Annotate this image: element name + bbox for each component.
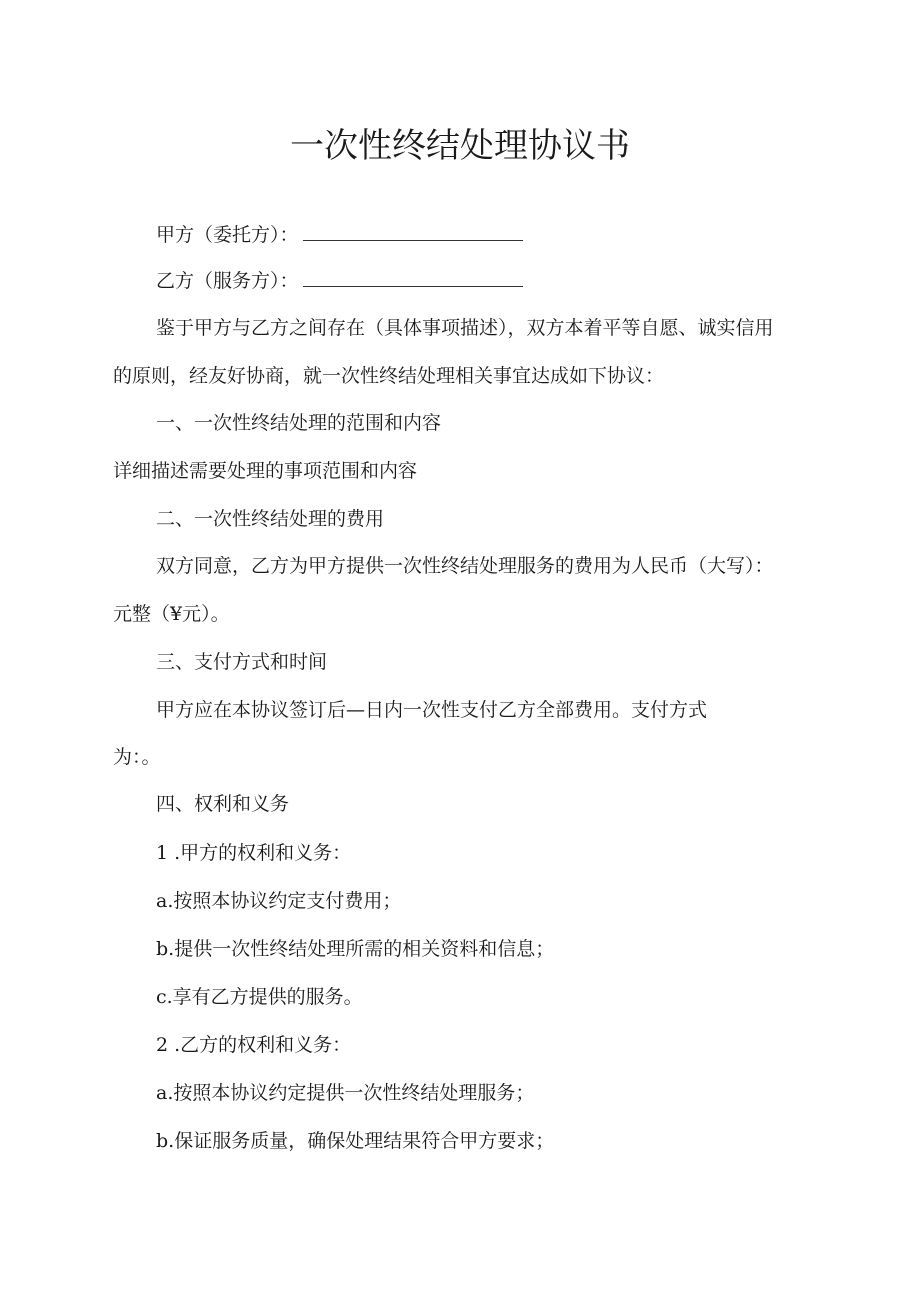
party-a-label: 甲方（委托方）： xyxy=(156,224,299,246)
section1-body: 详细描述需要处理的事项范围和内容 xyxy=(113,460,418,482)
section2-heading: 二、一次性终结处理的费用 xyxy=(156,508,385,530)
sub2-heading: 2 .乙方的权利和义务： xyxy=(156,1034,352,1056)
section4-heading: 四、权利和义务 xyxy=(156,793,290,815)
party-b-blank xyxy=(303,268,523,287)
sub1-item-c: c.享有乙方提供的服务。 xyxy=(156,986,363,1008)
sub1-item-a: a.按照本协议约定支付费用； xyxy=(156,890,402,912)
section2-body-line1: 双方同意，乙方为甲方提供一次性终结处理服务的费用为人民币（大写）： xyxy=(156,555,774,577)
intro-paragraph-line2: 的原则，经友好协商，就一次性终结处理相关事宜达成如下协议： xyxy=(113,365,665,387)
section3-body-line2: 为：。 xyxy=(113,746,161,768)
section3-heading: 三、支付方式和时间 xyxy=(156,651,328,673)
party-a-line xyxy=(156,222,523,247)
document-title: 一次性终结处理协议书 xyxy=(290,126,630,166)
section2-body-line2: 元整（¥元）。 xyxy=(113,603,230,625)
intro-paragraph-line1: 鉴于甲方与乙方之间存在（具体事项描述），双方本着平等自愿、诚实信用 xyxy=(156,317,774,339)
sub1-item-b: b.提供一次性终结处理所需的相关资料和信息； xyxy=(156,938,555,960)
sub1-heading: 1 .甲方的权利和义务： xyxy=(156,842,352,864)
sub2-item-b: b.保证服务质量，确保处理结果符合甲方要求； xyxy=(156,1130,555,1152)
party-b-label: 乙方（服务方）： xyxy=(156,270,299,292)
party-b-line xyxy=(156,268,523,293)
section3-body-line1: 甲方应在本协议签订后—日内一次性支付乙方全部费用。支付方式 xyxy=(156,699,708,721)
sub2-item-a: a.按照本协议约定提供一次性终结处理服务； xyxy=(156,1082,535,1104)
party-a-blank xyxy=(303,222,523,241)
section1-heading: 一、一次性终结处理的范围和内容 xyxy=(156,412,442,434)
